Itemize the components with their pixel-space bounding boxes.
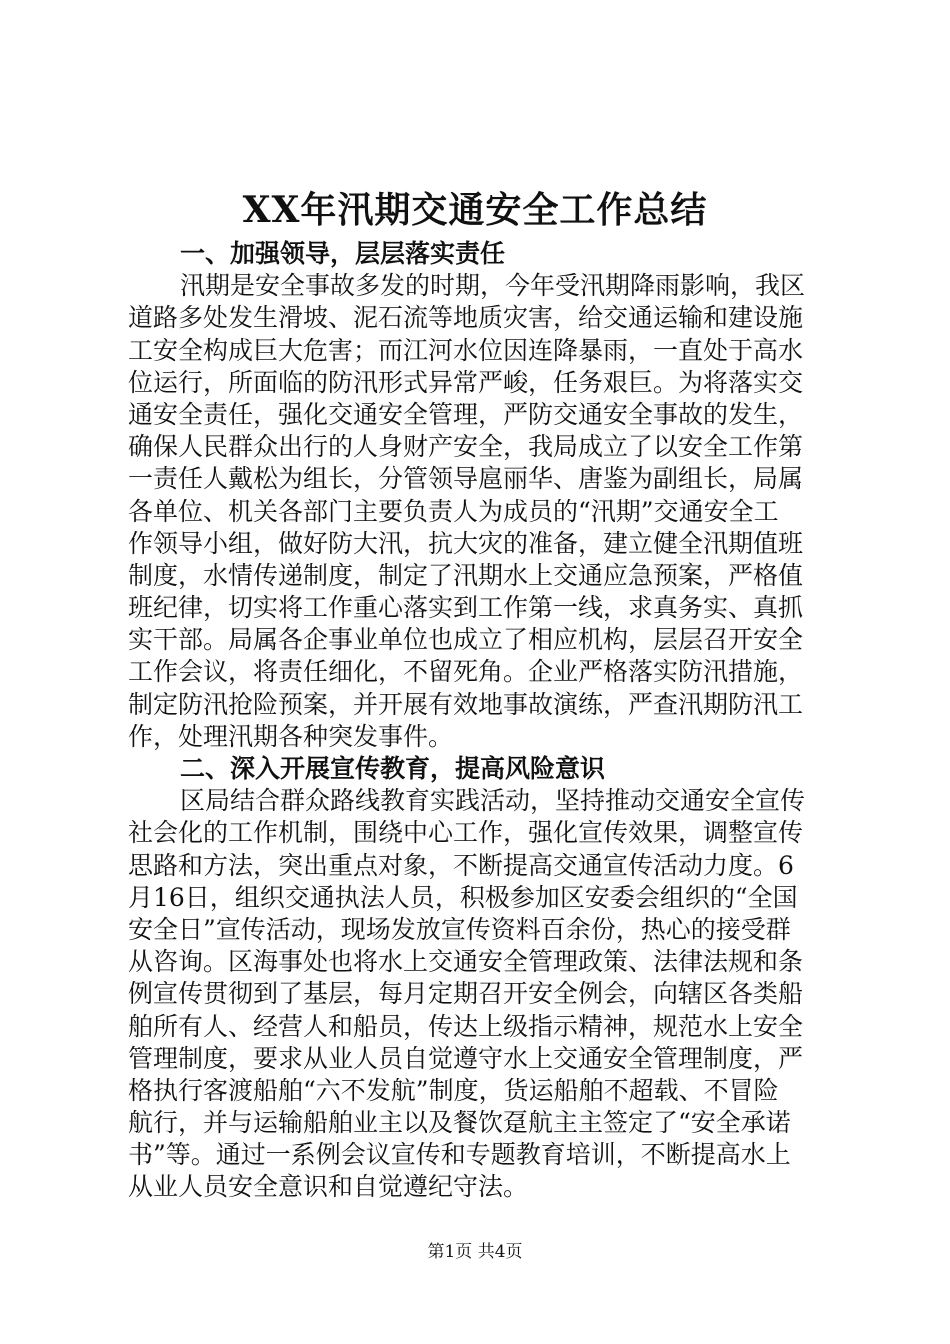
paragraph-line: 各单位、机关各部门主要负责人为成员的“汛期”交通安全工 bbox=[128, 496, 779, 526]
paragraph-line: 社会化的工作机制，围绕中心工作，强化宣传效果，调整宣传 bbox=[128, 818, 804, 848]
paragraph-line: 作领导小组，做好防大汛，抗大灾的准备，建立健全汛期值班 bbox=[128, 528, 804, 558]
paragraph-line: 一责任人戴松为组长，分管领导扈丽华、唐鉴为副组长，局属 bbox=[128, 464, 804, 494]
paragraph-line: 制度，水情传递制度，制定了汛期水上交通应急预案，严格值 bbox=[128, 560, 804, 590]
paragraph-line: 安全日”宣传活动，现场发放宣传资料百余份，热心的接受群 bbox=[128, 914, 791, 944]
paragraph-line: 管理制度，要求从业人员自觉遵守水上交通安全管理制度，严 bbox=[128, 1043, 804, 1073]
paragraph-line: 思路和方法，突出重点对象，不断提高交通宣传活动力度。6 bbox=[128, 850, 794, 880]
paragraph-line: 工作会议，将责任细化，不留死角。企业严格落实防汛措施， bbox=[128, 657, 804, 687]
paragraph-line: 例宣传贯彻到了基层，每月定期召开安全例会，向辖区各类船 bbox=[128, 979, 804, 1009]
paragraph-line: 从咨询。区海事处也将水上交通安全管理政策、法律法规和条 bbox=[128, 947, 804, 977]
paragraph-line: 月16日，组织交通执法人员，积极参加区安委会组织的“全国 bbox=[128, 882, 798, 912]
paragraph-line: 书”等。通过一系例会议宣传和专题教育培训，不断提高水上 bbox=[128, 1140, 791, 1170]
paragraph-line: 从业人员安全意识和自觉遵纪守法。 bbox=[128, 1172, 529, 1202]
paragraph-line: 格执行客渡船舶“六不发航”制度，货运船舶不超载、不冒险 bbox=[128, 1075, 779, 1105]
document-body bbox=[128, 238, 828, 1204]
section-heading: 二、深入开展宣传教育，提高风险意识 bbox=[180, 754, 606, 783]
paragraph-line: 制定防汛抢险预案，并开展有效地事故演练，严查汛期防汛工 bbox=[128, 689, 804, 719]
paragraph-line: 区局结合群众路线教育实践活动，坚持推动交通安全宣传 bbox=[180, 786, 806, 816]
paragraph-line: 班纪律，切实将工作重心落实到工作第一线，求真务实、真抓 bbox=[128, 593, 804, 623]
paragraph-line: 通安全责任，强化交通安全管理，严防交通安全事故的发生， bbox=[128, 399, 804, 429]
document-title: XX年汛期交通安全工作总结 bbox=[242, 189, 708, 231]
paragraph-line: 确保人民群众出行的人身财产安全，我局成立了以安全工作第 bbox=[128, 432, 804, 462]
section-heading: 一、加强领导，层层落实责任 bbox=[180, 239, 506, 268]
paragraph-line: 作，处理汛期各种突发事件。 bbox=[128, 721, 454, 751]
paragraph-line: 实干部。局属各企事业单位也成立了相应机构，层层召开安全 bbox=[128, 625, 804, 655]
paragraph-line: 汛期是安全事故多发的时期，今年受汛期降雨影响，我区 bbox=[180, 271, 806, 301]
paragraph-line: 工安全构成巨大危害；而江河水位因连降暴雨，一直处于高水 bbox=[128, 335, 804, 365]
paragraph-line: 道路多处发生滑坡、泥石流等地质灾害，给交通运输和建设施 bbox=[128, 303, 804, 333]
paragraph-line: 舶所有人、经营人和船员，传达上级指示精神，规范水上安全 bbox=[128, 1011, 804, 1041]
paragraph-line: 航行，并与运输船舶业主以及餐饮趸航主主签定了“安全承诺 bbox=[128, 1108, 791, 1138]
page-number-footer: 第1页 共4页 bbox=[427, 1242, 523, 1262]
paragraph-line: 位运行，所面临的防汛形式异常严峻，任务艰巨。为将落实交 bbox=[128, 367, 804, 397]
